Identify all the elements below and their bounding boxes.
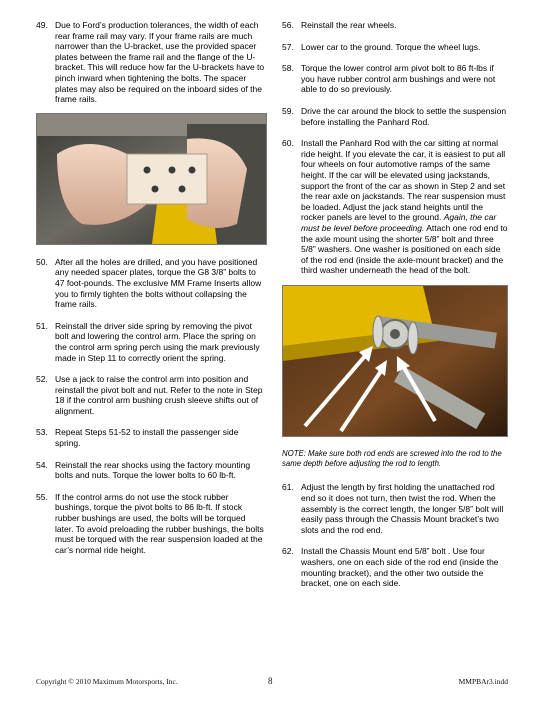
step-50 — [36, 257, 266, 310]
step-text: Install the Panhard Rod with the car sitting at normal ride height. If you elevate the car, it is easiest to put all four wheels on four automotive ramps of the same height. If the car will be elevated using jackstands, support the front of the car as shown in Step 2 and set the rear axle on jackstands. The rear suspension must be loaded. Adjust the jack stand heights until the rocker panels are level to the ground. — [301, 138, 506, 223]
step-number: 62. — [282, 546, 294, 557]
step-text: If the control arms do not use the stock rubber bushings, torque the pivot bolts to 86 lb-ft. If stock rubber bushings are used, the bolts will be torqued later. To avoid preloading the rubber bushings, the bolts must be torqued with the rear suspension loaded at the car’s normal ride height. — [55, 491, 264, 555]
document-filename: MMPBAr3.indd — [458, 677, 508, 686]
step-number: 51. — [36, 320, 48, 331]
step-51 — [36, 321, 266, 363]
step-58 — [282, 63, 508, 95]
step-number: 60. — [282, 138, 294, 149]
page-number: 8 — [268, 676, 273, 686]
step-54 — [36, 460, 266, 481]
step-text: Adjust the length by first holding the unattached rod end so it does not turn, then twist the rod. When the assembly is the correct length, the longer 5/8” bolt will easily pass through the Chassis Mount bracket’s two slots and the rod end. — [301, 482, 504, 535]
step-61 — [282, 482, 508, 535]
step-number: 56. — [282, 20, 294, 30]
step-number: 58. — [282, 63, 294, 74]
rod-length-note: NOTE: Make sure both rod ends are screwed into the rod to the same depth before adjusting the rod to length. — [282, 448, 502, 468]
step-number: 49. — [36, 20, 48, 30]
step-52 — [36, 374, 266, 416]
step-text: Use a jack to raise the control arm into position and reinstall the pivot bolt and nut. Refer to the note in Step 18 if the control arm bushing crush sleeve shifts out of alignment. — [55, 374, 263, 416]
panhard-rod-photo — [282, 285, 508, 437]
step-emphasis: Again, the car must be level before proceeding. — [301, 212, 497, 233]
step-text: Repeat Steps 51-52 to install the passenger side spring. — [55, 427, 239, 449]
step-number: 53. — [36, 427, 48, 438]
step-text: Lower car to the ground. Torque the wheel lugs. — [301, 41, 481, 52]
step-text: Reinstall the rear wheels. — [301, 20, 397, 30]
step-text: Reinstall the rear shocks using the factory mounting bolts and nuts. Torque the lower bolts to 60 lb-ft. — [55, 459, 251, 481]
step-text: Drive the car around the block to settle the suspension before installing the Panhard Rod. — [301, 105, 507, 127]
left-column — [36, 20, 266, 566]
step-number: 52. — [36, 374, 48, 385]
step-text: After all the holes are drilled, and you have positioned any needed spacer plates, torque the G8 3/8” bolts to 47 foot-pounds. The exclusive MM Frame Inserts allow you to firmly tighten the bolts without collapsing the frame rails. — [55, 256, 262, 310]
step-text: Torque the lower control arm pivot bolt to 86 ft-lbs if you have rubber control arm bushings and were not able to do so previously. — [301, 63, 496, 95]
step-number: 50. — [36, 256, 48, 267]
frame-rail-photo — [36, 113, 267, 245]
step-number: 55. — [36, 491, 48, 502]
step-text: Reinstall the driver side spring by removing the pivot bolt and lowering the control arm. Place the spring on the control arm spring perch using the mark previously made in Step 11 to correctly orient the spring. — [55, 320, 260, 363]
rod-end-washers-image — [283, 286, 507, 436]
hands-holding-spacer-plate-image — [37, 114, 266, 244]
step-55 — [36, 492, 266, 556]
step-62 — [282, 546, 508, 588]
step-number: 61. — [282, 482, 294, 493]
right-column — [282, 20, 508, 600]
step-number: 57. — [282, 41, 294, 52]
step-text: Due to Ford’s production tolerances, the width of each rear frame rail may vary. If your frame rails are much narrower than the U-bracket, use the provided spacer plates between the frame rail and the flange of the U-bracket. This will reduce how far the U-brackets have to pinch inward when tightening the bolts. The spacer plates may also be required on the inboard sides of the frame rails. — [55, 20, 265, 105]
step-text-continued: Attach one rod end to the axle mount using the shorter 5/8” bolt and three 5/8” washers. One washer is positioned on each side of the rod end (inside the axle-mount bracket) and the third washer underneath the head of the bolt. — [301, 222, 508, 276]
copyright-notice: Copyright © 2010 Maximum Motorsports, Inc. — [36, 677, 178, 686]
step-53 — [36, 427, 266, 448]
step-text: Install the Chassis Mount end 5/8” bolt . Use four washers, one on each side of the rod end (inside the mounting bracket), and the other two outside the bracket, one on each side. — [301, 546, 499, 589]
step-60 — [282, 138, 508, 276]
step-49 — [36, 20, 266, 105]
step-number: 54. — [36, 459, 48, 470]
step-57 — [282, 42, 508, 53]
step-number: 59. — [282, 105, 294, 116]
step-59 — [282, 106, 508, 127]
step-56 — [282, 20, 508, 31]
